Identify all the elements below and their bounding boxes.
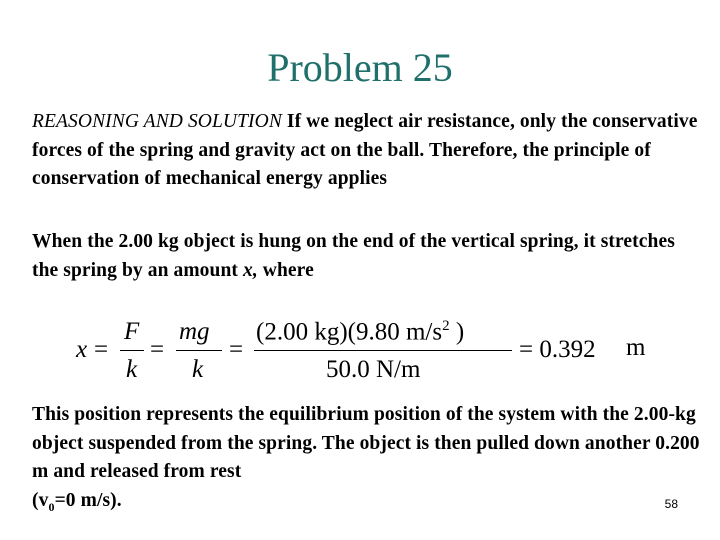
eq-equals-1: = (94, 336, 109, 363)
eq-equals-3: = (229, 336, 244, 363)
velocity-open: (v (32, 489, 49, 511)
eq-f3-numerator-text: (2.00 kg)(9.80 m/s (256, 318, 443, 346)
velocity-close: =0 m/s). (54, 489, 122, 511)
eq-f3-denominator: 50.0 N/m (326, 356, 421, 383)
eq-f3-exponent: 2 (442, 318, 450, 334)
initial-velocity (32, 489, 122, 514)
eq-f1-denominator: k (126, 356, 138, 383)
slide-number: 58 (664, 497, 678, 511)
eq-f1-numerator: F (124, 318, 140, 345)
eq-f2-bar (176, 350, 222, 351)
stretch-text-before: When the 2.00 kg object is hung on the end of the vertical spring, it stretches the spring by an amount (32, 231, 675, 281)
eq-f2-denominator: k (192, 356, 204, 383)
eq-f3-close: ) (449, 318, 465, 346)
slide-title: Problem 25 (267, 45, 453, 90)
eq-lhs: x (76, 336, 88, 363)
equilibrium-text: This position represents the equilibrium position of the system with the 2.00‑kg object suspended from the spring. The object is then pulled down another 0.200 m and released from rest (32, 404, 700, 482)
eq-equals-2: = (150, 336, 165, 363)
stretch-paragraph (32, 228, 704, 285)
reasoning-paragraph (32, 108, 704, 194)
reasoning-text: If we neglect air resistance, only the conservative forces of the spring and gravity act on the ball. Therefore, the principle of conservation of mechanical energy applies (32, 111, 698, 189)
stretch-variable: x, (243, 259, 258, 281)
reasoning-lead: REASONING AND SOLUTION (32, 111, 282, 132)
eq-unit: m (626, 334, 646, 361)
eq-f3-bar (254, 350, 512, 351)
eq-f2-numerator: mg (179, 318, 210, 345)
equilibrium-paragraph (32, 401, 704, 521)
eq-result: = 0.392 (519, 336, 596, 363)
velocity-subscript: 0 (48, 499, 55, 514)
eq-f3-numerator (256, 318, 464, 346)
stretch-text-after: where (257, 259, 314, 281)
eq-f1-bar (120, 350, 144, 351)
stretch-equation (76, 312, 676, 392)
